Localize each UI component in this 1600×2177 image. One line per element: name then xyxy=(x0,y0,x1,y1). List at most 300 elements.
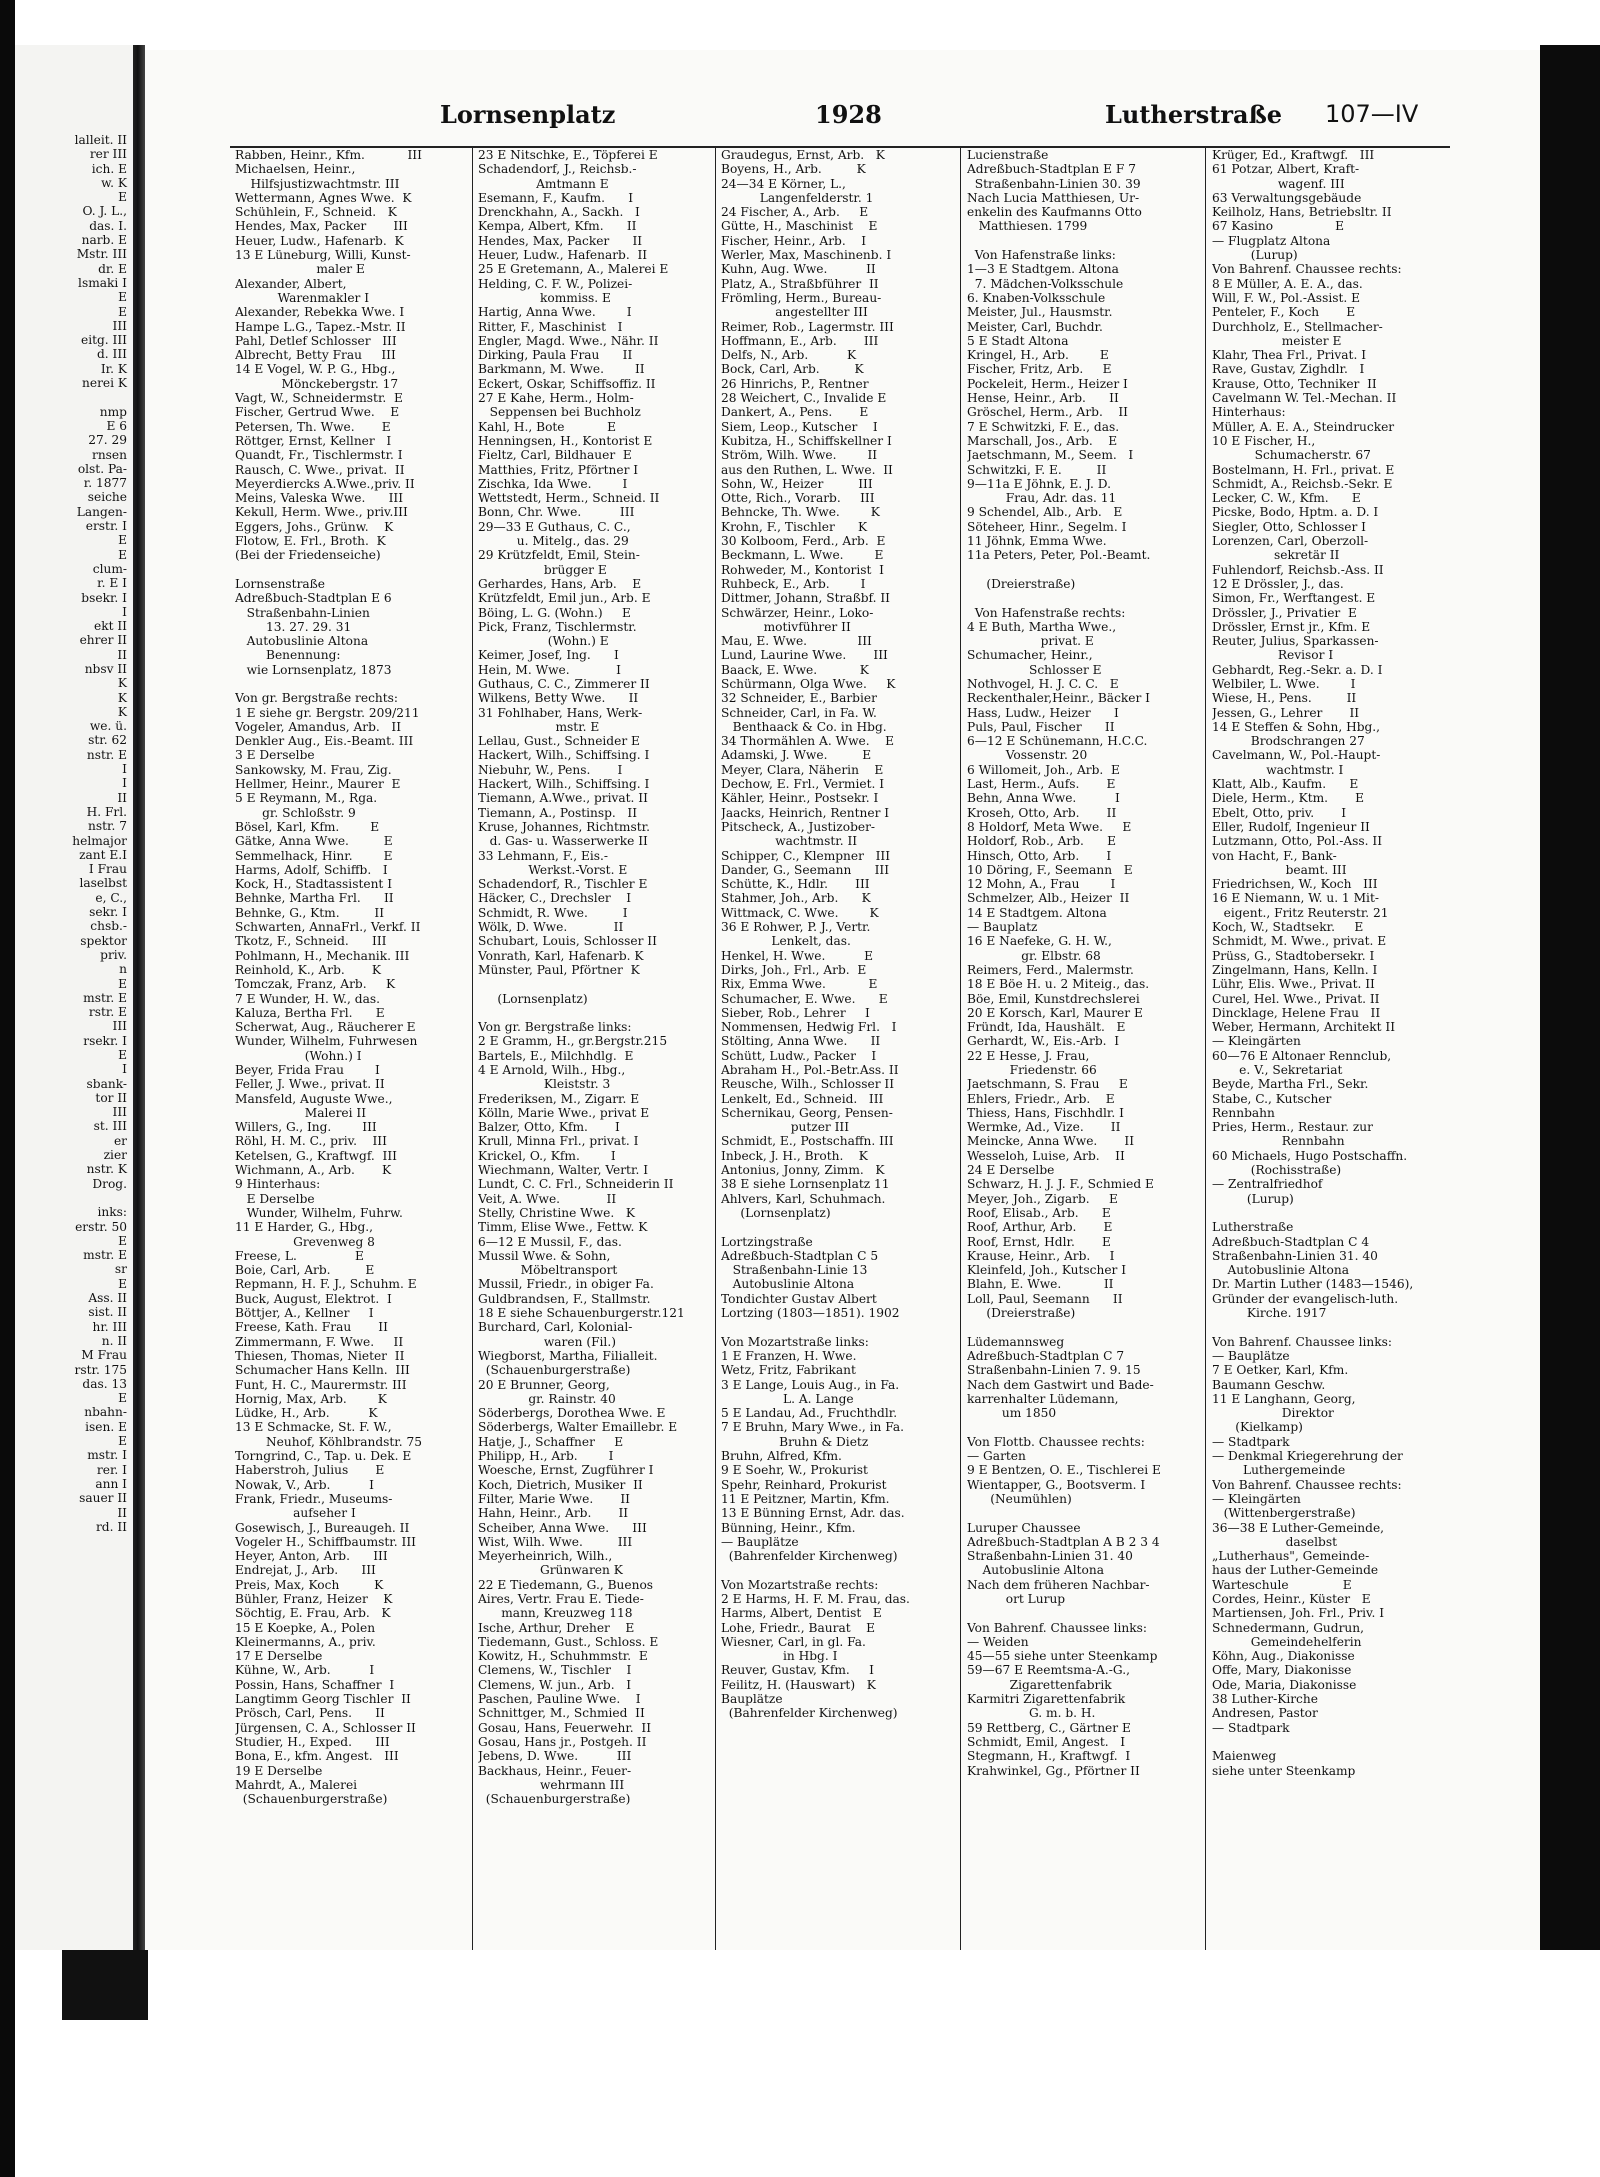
directory-entry: Bruhn, Alfred, Kfm. xyxy=(721,1449,842,1464)
directory-entry: Lutherstraße xyxy=(1212,1220,1294,1235)
fragment-line: E xyxy=(118,1391,127,1406)
directory-entry: Schumacher, E. Wwe. E xyxy=(721,991,888,1006)
fragment-line: nstr. E xyxy=(86,747,127,762)
directory-entry: 4 E Arnold, Wilh., Hbg., xyxy=(478,1063,626,1077)
fragment-line: sr xyxy=(114,1262,127,1277)
directory-entry: Von Bahrenf. Chaussee rechts: xyxy=(1212,1477,1402,1492)
directory-entry: Von Bahrenf. Chaussee links: xyxy=(1212,1334,1393,1349)
fragment-line: E xyxy=(118,304,127,319)
fragment-line: w. K xyxy=(101,175,127,190)
directory-entry: 24 E Derselbe xyxy=(967,1163,1055,1178)
directory-entry: Balzer, Otto, Kfm. I xyxy=(478,1120,620,1135)
fragment-line: we. ü. xyxy=(89,719,127,734)
directory-entry: Philipp, H., Arb. I xyxy=(478,1449,614,1464)
directory-entry: Lortzingstraße xyxy=(721,1234,813,1249)
directory-entry: Tiemann, A., Postinsp. II xyxy=(478,805,638,820)
directory-entry: Hense, Heinr., Arb. II xyxy=(967,391,1119,406)
directory-entry: Fuhlendorf, Reichsb.-Ass. II xyxy=(1212,562,1384,577)
directory-entry: 18 E Böe H. u. 2 Miteig., das. xyxy=(967,977,1150,992)
directory-entry xyxy=(1212,1206,1447,1220)
directory-entry: 2 E Harms, H. F. M. Frau, das. xyxy=(721,1591,910,1606)
directory-entry: Schnedermann, Gudrun, xyxy=(1212,1620,1364,1635)
directory-entry: Rausch, C. Wwe., privat. II xyxy=(235,462,405,477)
directory-entry: Thiess, Hans, Fischhdlr. I xyxy=(967,1105,1124,1120)
directory-entry: Matthiesen. 1799 xyxy=(967,219,1088,234)
directory-entry xyxy=(967,1420,1199,1434)
directory-entry: 59—67 E Reemtsma-A.-G., xyxy=(967,1663,1130,1678)
directory-entry: Schwitzki, F. E. II xyxy=(967,462,1107,477)
directory-entry xyxy=(1212,1320,1447,1334)
directory-entry: Stelly, Christine Wwe. K xyxy=(478,1205,635,1220)
directory-entry: Ode, Maria, Diakonisse xyxy=(1212,1677,1357,1692)
directory-entry: G. m. b. H. xyxy=(967,1706,1096,1721)
directory-entry: 24—34 E Körner, L., xyxy=(721,176,846,191)
directory-entry: Kleinfeld, Joh., Kutscher I xyxy=(967,1263,1127,1278)
directory-entry: Autobuslinie Altona xyxy=(721,1277,855,1292)
directory-entry: Antonius, Jonny, Zimm. K xyxy=(721,1163,885,1178)
directory-entry: Kaluza, Bertha Frl. E xyxy=(235,1005,385,1020)
directory-entry: Freese, Kath. Frau II xyxy=(235,1320,388,1335)
directory-entry: haus der Luther-Gemeinde xyxy=(1212,1563,1379,1578)
fragment-line: mstr. E xyxy=(83,1248,127,1263)
fragment-line: I xyxy=(122,604,127,619)
fragment-line: II xyxy=(117,1505,127,1520)
fragment-line: seiche xyxy=(87,490,127,505)
directory-entry: Straßenbahn-Linien 31. 40 xyxy=(967,1549,1133,1564)
directory-entry: 38 E siehe Lornsenplatz 11 xyxy=(721,1177,890,1192)
directory-entry: Lundt, C. C. Frl., Schneiderin II xyxy=(478,1177,674,1192)
directory-entry: 61 Potzar, Albert, Kraft- xyxy=(1212,162,1360,177)
page-header xyxy=(145,100,1540,142)
fragment-line: d. III xyxy=(97,347,127,362)
column-2 xyxy=(478,148,710,2038)
directory-entry: Behnke, Martha Frl. II xyxy=(235,891,394,906)
directory-entry: Müller, A. E. A., Steindrucker xyxy=(1212,419,1395,434)
directory-entry: Krause, Heinr., Arb. I xyxy=(967,1248,1115,1263)
fragment-line: I xyxy=(122,1062,127,1077)
fragment-line: bsekr. I xyxy=(81,590,127,605)
directory-entry: Loll, Paul, Seemann II xyxy=(967,1291,1123,1306)
fragment-line: er xyxy=(113,1133,127,1148)
directory-entry: (Kielkamp) xyxy=(1212,1420,1303,1435)
directory-entry: Pries, Herm., Restaur. zur xyxy=(1212,1120,1373,1135)
directory-entry: Lornsenstraße xyxy=(235,576,326,591)
directory-entry: Bühler, Franz, Heizer K xyxy=(235,1591,393,1606)
directory-entry: Cavelmann, W., Pol.-Haupt- xyxy=(1212,748,1381,763)
directory-entry: Lutzmann, Otto, Pol.-Ass. II xyxy=(1212,834,1383,849)
directory-entry: Gosau, Hans, Feuerwehr. II xyxy=(478,1720,652,1735)
fragment-line: dr. E xyxy=(98,261,127,276)
directory-entry: — Stadtpark xyxy=(1212,1720,1290,1735)
fragment-line: K xyxy=(117,676,127,691)
column-1 xyxy=(235,148,467,2038)
directory-entry xyxy=(967,563,1199,577)
directory-entry: Roof, Ernst, Hdlr. E xyxy=(967,1234,1111,1249)
directory-entry: Meyer, Clara, Näherin E xyxy=(721,762,884,777)
directory-entry: Klahr, Thea Frl., Privat. I xyxy=(1212,348,1367,363)
directory-entry: (Schauenburgerstraße) xyxy=(235,1792,388,1807)
directory-entry: Dander, G., Seemann III xyxy=(721,862,890,877)
column-divider xyxy=(472,146,473,2026)
directory-entry: Sankowsky, M. Frau, Zig. xyxy=(235,762,392,777)
directory-entry: Dirks, Joh., Frl., Arb. E xyxy=(721,962,867,977)
fragment-line: E xyxy=(118,1048,127,1062)
directory-entry: Quandt, Fr., Tischlermstr. I xyxy=(235,448,403,463)
fragment-line: III xyxy=(112,1105,127,1120)
directory-entry: 22 E Hesse, J. Frau, xyxy=(967,1048,1090,1063)
directory-entry: Hampe L.G., Tapez.-Mstr. II xyxy=(235,319,406,334)
directory-entry: Dankert, A., Pens. E xyxy=(721,405,869,420)
directory-entry: 29—33 E Guthaus, C. C., xyxy=(478,519,631,534)
directory-entry: Röttger, Ernst, Kellner I xyxy=(235,433,392,448)
directory-entry: Ische, Arthur, Dreher E xyxy=(478,1620,635,1635)
directory-entry: Nowak, V., Arb. I xyxy=(235,1477,374,1492)
header-left-street: Lornsenplatz xyxy=(440,100,616,129)
directory-entry: Brodschrangen 27 xyxy=(1212,734,1365,749)
directory-entry: Krickel, O., Kfm. I xyxy=(478,1148,616,1163)
directory-entry: Schütt, Ludw., Packer I xyxy=(721,1048,877,1063)
fragment-line: narb. E xyxy=(81,233,127,248)
directory-entry: Benennung: xyxy=(235,648,341,663)
directory-entry: (Rochisstraße) xyxy=(1212,1163,1342,1178)
directory-entry: Freese, L. E xyxy=(235,1248,364,1263)
directory-entry: Thiesen, Thomas, Nieter II xyxy=(235,1348,405,1363)
directory-entry: 45—55 siehe unter Steenkamp xyxy=(967,1649,1158,1664)
directory-entry: Pockeleit, Herm., Heizer I xyxy=(967,376,1128,391)
directory-entry: Kock, H., Stadtassistent I xyxy=(235,877,393,892)
directory-entry: Meyerdiercks A.Wwe.,priv. II xyxy=(235,476,415,491)
directory-entry: Wetz, Fritz, Fabrikant xyxy=(721,1363,856,1378)
directory-entry: 1 E Franzen, H. Wwe. xyxy=(721,1348,857,1363)
directory-entry: Mahrdt, A., Malerei xyxy=(235,1777,358,1792)
directory-entry: 27 E Kahe, Herm., Holm- xyxy=(478,391,634,406)
directory-entry: Nothvogel, H. J. C. C. E xyxy=(967,676,1119,691)
fragment-line: nstr. 7 xyxy=(88,819,127,834)
directory-entry: Durchholz, E., Stellmacher- xyxy=(1212,319,1383,334)
fragment-line: ich. E xyxy=(91,161,127,176)
directory-entry: Von Flottb. Chaussee rechts: xyxy=(967,1434,1145,1449)
directory-entry: Schwärzer, Heinr., Loko- xyxy=(721,605,874,620)
directory-entry: Lucienstraße xyxy=(967,148,1049,162)
directory-entry: Pohlmann, H., Mechanik. III xyxy=(235,948,410,963)
directory-entry: 9 E Soehr, W., Prokurist xyxy=(721,1463,868,1478)
directory-entry: (Neumühlen) xyxy=(967,1491,1072,1506)
directory-entry: Picske, Bodo, Hptm. a. D. I xyxy=(1212,505,1379,520)
directory-entry: Söderbergs, Walter Emaillebr. E xyxy=(478,1420,678,1435)
directory-entry: Tondichter Gustav Albert xyxy=(721,1291,877,1306)
directory-entry: Semmelhack, Hinr. E xyxy=(235,848,393,863)
directory-entry: 14 E Vogel, W. P. G., Hbg., xyxy=(235,362,396,377)
directory-entry: Wist, Wilh. Wwe. III xyxy=(478,1534,633,1549)
directory-entry: Krützfeldt, Emil jun., Arb. E xyxy=(478,591,651,606)
directory-entry: 5 E Reymann, M., Rga. xyxy=(235,791,378,806)
directory-entry: d. Gas- u. Wasserwerke II xyxy=(478,834,648,849)
fragment-line xyxy=(15,1191,127,1205)
directory-entry: 14 E Stadtgem. Altona xyxy=(967,905,1107,920)
directory-entry: Platz, A., Straßbführer II xyxy=(721,276,879,291)
fragment-line: mstr. I xyxy=(87,1448,127,1463)
directory-entry xyxy=(721,1220,953,1234)
fragment-line: zier xyxy=(103,1148,127,1163)
directory-entry: (Schauenburgerstraße) xyxy=(478,1792,631,1807)
directory-entry: Behn, Anna Wwe. I xyxy=(967,791,1120,806)
directory-entry: Puls, Paul, Fischer II xyxy=(967,719,1115,734)
directory-entry: Sohn, W., Heizer III xyxy=(721,476,873,491)
directory-entry: Kühne, W., Arb. I xyxy=(235,1663,375,1678)
directory-entry: — Garten xyxy=(967,1449,1026,1464)
directory-entry: Keimer, Josef, Ing. I xyxy=(478,648,619,663)
fragment-line: isen. E xyxy=(85,1419,127,1434)
directory-entry: Buck, August, Elektrot. I xyxy=(235,1291,392,1306)
directory-entry: 5 E Stadt Altona xyxy=(967,333,1069,348)
directory-entry xyxy=(478,977,710,991)
directory-entry: Karmitri Zigarettenfabrik xyxy=(967,1692,1126,1707)
directory-entry xyxy=(235,563,467,577)
directory-entry: Reusche, Wilh., Schlosser II xyxy=(721,1077,895,1092)
directory-entry: sekretär II xyxy=(1212,548,1340,563)
fragment-line: ann I xyxy=(95,1476,127,1491)
fragment-line: nerei K xyxy=(82,376,127,391)
directory-entry: Graudegus, Ernst, Arb. K xyxy=(721,148,885,162)
directory-entry: Timm, Elise Wwe., Fettw. K xyxy=(478,1220,648,1235)
directory-entry: Wiesner, Carl, in gl. Fa. xyxy=(721,1634,866,1649)
directory-entry: Scheiber, Anna Wwe. III xyxy=(478,1520,647,1535)
directory-entry: wagenf. III xyxy=(1212,176,1345,191)
directory-entry: 3 E Lange, Louis Aug., in Fa. xyxy=(721,1377,900,1392)
fragment-line: E xyxy=(118,1233,127,1248)
directory-entry: Reckenthaler,Heinr., Bäcker I xyxy=(967,691,1151,706)
directory-entry: Stegmann, H., Kraftwgf. I xyxy=(967,1749,1131,1764)
directory-entry: Friedenstr. 66 xyxy=(967,1063,1097,1077)
directory-entry: Wilkens, Betty Wwe. II xyxy=(478,691,639,706)
directory-entry: Krohn, F., Tischler K xyxy=(721,519,868,534)
directory-entry: Adreßbuch-Stadtplan A B 2 3 4 xyxy=(967,1534,1160,1549)
directory-entry: Grevenweg 8 xyxy=(235,1234,375,1249)
directory-entry: Adamski, J. Wwe. E xyxy=(721,748,872,763)
fragment-line: sist. II xyxy=(88,1305,127,1320)
fragment-line: str. 62 xyxy=(88,733,127,748)
directory-entry: privat. E xyxy=(967,634,1094,649)
fragment-line: lsmaki I xyxy=(78,275,127,290)
directory-entry: Diele, Herm., Ktm. E xyxy=(1212,791,1365,806)
directory-entry: Wermke, Ad., Vize. II xyxy=(967,1120,1121,1135)
directory-entry: Lohe, Friedr., Baurat E xyxy=(721,1620,875,1635)
directory-entry: Luruper Chaussee xyxy=(967,1520,1081,1535)
directory-entry: Von Mozartstraße links: xyxy=(721,1334,869,1349)
directory-entry: Neuhof, Köhlbrandstr. 75 xyxy=(235,1434,423,1449)
directory-entry: Kirche. 1917 xyxy=(1212,1306,1327,1321)
directory-entry: (Lurup) xyxy=(1212,248,1298,263)
directory-entry: Baack, E. Wwe. K xyxy=(721,662,869,677)
directory-entry: 32 Schneider, E., Barbier xyxy=(721,691,877,706)
directory-entry: (Lornsenplatz) xyxy=(478,991,588,1006)
directory-entry: Tiemann, A.Wwe., privat. II xyxy=(478,791,648,806)
directory-entry: Matthies, Fritz, Pförtner I xyxy=(478,462,639,477)
directory-entry: Reimer, Rob., Lagermstr. III xyxy=(721,319,894,334)
directory-entry: Lorenzen, Carl, Oberzoll- xyxy=(1212,534,1369,549)
directory-entry: Esemann, F., Kaufm. I xyxy=(478,190,634,205)
directory-entry: Marschall, Jos., Arb. E xyxy=(967,433,1118,448)
directory-entry: Mansfeld, Auguste Wwe., xyxy=(235,1091,393,1106)
directory-entry: Von Hafenstraße rechts: xyxy=(967,605,1126,620)
directory-entry: Autobuslinie Altona xyxy=(235,634,369,649)
directory-entry: e. V., Sekretariat xyxy=(1212,1063,1343,1077)
header-year: 1928 xyxy=(815,100,882,129)
directory-entry: Schürmann, Olga Wwe. K xyxy=(721,676,896,691)
directory-entry: Revisor I xyxy=(1212,648,1334,663)
directory-entry: 36 E Rohwer, P. J., Vertr. xyxy=(721,920,871,935)
directory-entry xyxy=(478,1006,710,1020)
directory-entry: 25 E Gretemann, A., Malerei E xyxy=(478,262,669,277)
directory-entry: Schipper, C., Klempner III xyxy=(721,848,891,863)
directory-entry: 33 Lehmann, F., Eis.- xyxy=(478,848,609,863)
directory-entry: Krause, Otto, Techniker II xyxy=(1212,376,1377,391)
directory-entry: (Bei der Friedenseiche) xyxy=(235,548,381,563)
directory-entry: Kuhn, Aug. Wwe. II xyxy=(721,262,876,277)
directory-entry: Feller, J. Wwe., privat. II xyxy=(235,1077,385,1092)
fragment-line: III xyxy=(112,318,127,333)
directory-entry: von Hacht, F., Bank- xyxy=(1212,848,1337,863)
directory-entry: Rave, Gustav, Zighdlr. I xyxy=(1212,362,1365,377)
fragment-line: ekt II xyxy=(94,619,127,634)
directory-entry: — Bauplätze xyxy=(1212,1348,1290,1363)
directory-entry: 13 E Schmacke, St. F. W., xyxy=(235,1420,392,1435)
directory-entry: 13. 27. 29. 31 xyxy=(235,619,352,634)
directory-entry: Hellmer, Heinr., Maurer E xyxy=(235,777,401,792)
directory-entry: — Stadtpark xyxy=(1212,1434,1290,1449)
directory-entry: Schnittger, M., Schmied II xyxy=(478,1706,645,1721)
directory-entry: Vagt, W., Schneidermstr. E xyxy=(235,391,403,406)
column-4 xyxy=(967,148,1199,2038)
directory-entry: Drenckhahn, A., Sackh. I xyxy=(478,205,640,220)
directory-entry: 10 E Fischer, H., xyxy=(1212,433,1316,448)
fragment-line: nstr. K xyxy=(86,1162,127,1177)
fragment-line: 27. 29 xyxy=(88,433,127,448)
directory-entry: Behncke, Th. Wwe. K xyxy=(721,505,880,520)
fragment-line: E xyxy=(118,976,127,991)
directory-entry: Roof, Elisab., Arb. E xyxy=(967,1205,1111,1220)
directory-entry: 1—3 E Stadtgem. Altona xyxy=(967,262,1119,277)
directory-entry: Gätke, Anna Wwe. E xyxy=(235,834,393,849)
directory-entry: Otte, Rich., Vorarb. III xyxy=(721,491,875,506)
directory-entry: Koch, W., Stadtsekr. E xyxy=(1212,920,1364,935)
directory-entry: 11 Jöhnk, Emma Wwe. xyxy=(967,534,1107,549)
directory-entry: aufseher I xyxy=(235,1506,356,1521)
fragment-line: E xyxy=(118,290,127,305)
directory-entry: Reimers, Ferd., Malermstr. xyxy=(967,962,1134,977)
directory-entry: Malerei II xyxy=(235,1105,367,1120)
directory-entry: Rennbahn xyxy=(1212,1105,1275,1120)
directory-entry: Schmidt, A., Reichsb.-Sekr. E xyxy=(1212,476,1393,491)
directory-entry: motivführer II xyxy=(721,619,851,634)
directory-entry: Zimmermann, F. Wwe. II xyxy=(235,1334,404,1349)
directory-entry: Simon, Fr., Werftangest. E xyxy=(1212,591,1376,606)
directory-entry: Lortzing (1803—1851). 1902 xyxy=(721,1306,900,1321)
directory-entry: Hackert, Wilh., Schiffsing. I xyxy=(478,748,650,763)
scan-right-edge xyxy=(1540,45,1600,2105)
directory-entry: Hoffmann, E., Arb. III xyxy=(721,333,879,348)
directory-entry: Schubart, Louis, Schlosser II xyxy=(478,934,657,949)
directory-entry: Schwarz, H. J. J. F., Schmied E xyxy=(967,1177,1154,1192)
directory-entry: Frank, Friedr., Museums- xyxy=(235,1491,393,1506)
directory-entry: Bartels, E., Milchhdlg. E xyxy=(478,1048,634,1063)
directory-entry: Michaelsen, Heinr., xyxy=(235,162,356,177)
directory-entry: Fischer, Fritz, Arb. E xyxy=(967,362,1112,377)
directory-entry: — Zentralfriedhof xyxy=(1212,1177,1323,1192)
directory-entry: Vonrath, Karl, Hafenarb. K xyxy=(478,948,644,963)
directory-entry: Fischer, Gertrud Wwe. E xyxy=(235,405,400,420)
directory-entry: Koch, Dietrich, Musiker II xyxy=(478,1477,643,1492)
directory-entry: Von gr. Bergstraße links: xyxy=(478,1020,632,1035)
directory-entry: Reuter, Julius, Sparkassen- xyxy=(1212,634,1379,649)
directory-entry: Maienweg xyxy=(1212,1749,1277,1764)
directory-entry: Gosewisch, J., Bureaugeh. II xyxy=(235,1520,410,1535)
directory-entry: Stölting, Anna Wwe. II xyxy=(721,1034,881,1049)
previous-page-text xyxy=(15,133,133,1534)
directory-entry: Frömling, Herm., Bureau- xyxy=(721,290,882,305)
directory-entry: (Lornsenplatz) xyxy=(721,1205,831,1220)
directory-entry: Guldbrandsen, F., Stallmstr. xyxy=(478,1291,651,1306)
directory-entry: Lund, Laurine Wwe. III xyxy=(721,648,888,663)
fragment-line: ehrer II xyxy=(79,633,127,648)
directory-entry: Schmidt, E., Postschaffn. III xyxy=(721,1134,894,1149)
page-number: 107—IV xyxy=(1325,100,1419,128)
directory-entry: Ebelt, Otto, priv. I xyxy=(1212,805,1347,820)
directory-entry: Kowitz, H., Schuhmmstr. E xyxy=(478,1649,648,1664)
fragment-line: spektor xyxy=(80,933,127,948)
fragment-line: das. 13 xyxy=(82,1376,127,1391)
directory-entry: Guthaus, C. C., Zimmerer II xyxy=(478,676,650,691)
directory-entry: Niebuhr, W., Pens. I xyxy=(478,762,623,777)
fragment-line: Mstr. III xyxy=(76,247,127,262)
directory-entry: Eller, Rudolf, Ingenieur II xyxy=(1212,819,1370,834)
fragment-line: helmajor xyxy=(72,833,127,848)
fragment-line: priv. xyxy=(100,947,127,962)
directory-entry: Grünwaren K xyxy=(478,1563,623,1578)
directory-entry: Wunder, Wilhelm, Fuhrw. xyxy=(235,1205,403,1220)
directory-entry: Pahl, Detlef Schlosser III xyxy=(235,333,397,348)
directory-entry: Cordes, Heinr., Küster E xyxy=(1212,1591,1371,1606)
directory-entry: 6 Willomeit, Joh., Arb. E xyxy=(967,762,1120,777)
fragment-line: E xyxy=(118,547,127,562)
directory-entry: — Bauplatz xyxy=(967,920,1038,935)
directory-entry: Seppensen bei Buchholz xyxy=(478,405,641,420)
directory-entry: Von Bahrenf. Chaussee links: xyxy=(967,1620,1148,1635)
fragment-line: erstr. 50 xyxy=(75,1219,127,1234)
directory-entry: Bonn, Chr. Wwe. III xyxy=(478,505,635,520)
directory-entry: Holdorf, Rob., Arb. E xyxy=(967,834,1117,849)
directory-entry: Albrecht, Betty Frau III xyxy=(235,348,396,363)
directory-entry: Zingelmann, Hans, Kelln. I xyxy=(1212,962,1378,977)
directory-entry: Kähler, Heinr., Postsekr. I xyxy=(721,791,879,806)
directory-entry: Krahwinkel, Gg., Pförtner II xyxy=(967,1763,1140,1778)
directory-entry: Meyerheinrich, Wilh., xyxy=(478,1549,613,1564)
column-divider xyxy=(1205,146,1206,2026)
directory-entry: Meyer, Joh., Zigarb. E xyxy=(967,1191,1118,1206)
directory-entry: Barkmann, M. Wwe. II xyxy=(478,362,645,377)
directory-entry: Jürgensen, C. A., Schlosser II xyxy=(235,1720,416,1735)
fragment-line: Langen- xyxy=(76,504,127,519)
directory-entry: Gütte, H., Maschinist E xyxy=(721,219,878,234)
directory-entry: 12 E Drössler, J., das. xyxy=(1212,576,1344,591)
fragment-line: Ass. II xyxy=(88,1291,127,1306)
fragment-line: H. Frl. xyxy=(86,804,127,819)
directory-entry: gr. Schloßstr. 9 xyxy=(235,805,356,820)
directory-entry: Fründt, Ida, Haushält. E xyxy=(967,1020,1126,1035)
directory-entry: Mussil, Friedr., in obiger Fa. xyxy=(478,1277,654,1292)
directory-entry: karrenhalter Lüdemann, xyxy=(967,1391,1119,1406)
directory-entry: Woesche, Ernst, Zugführer I xyxy=(478,1463,654,1478)
